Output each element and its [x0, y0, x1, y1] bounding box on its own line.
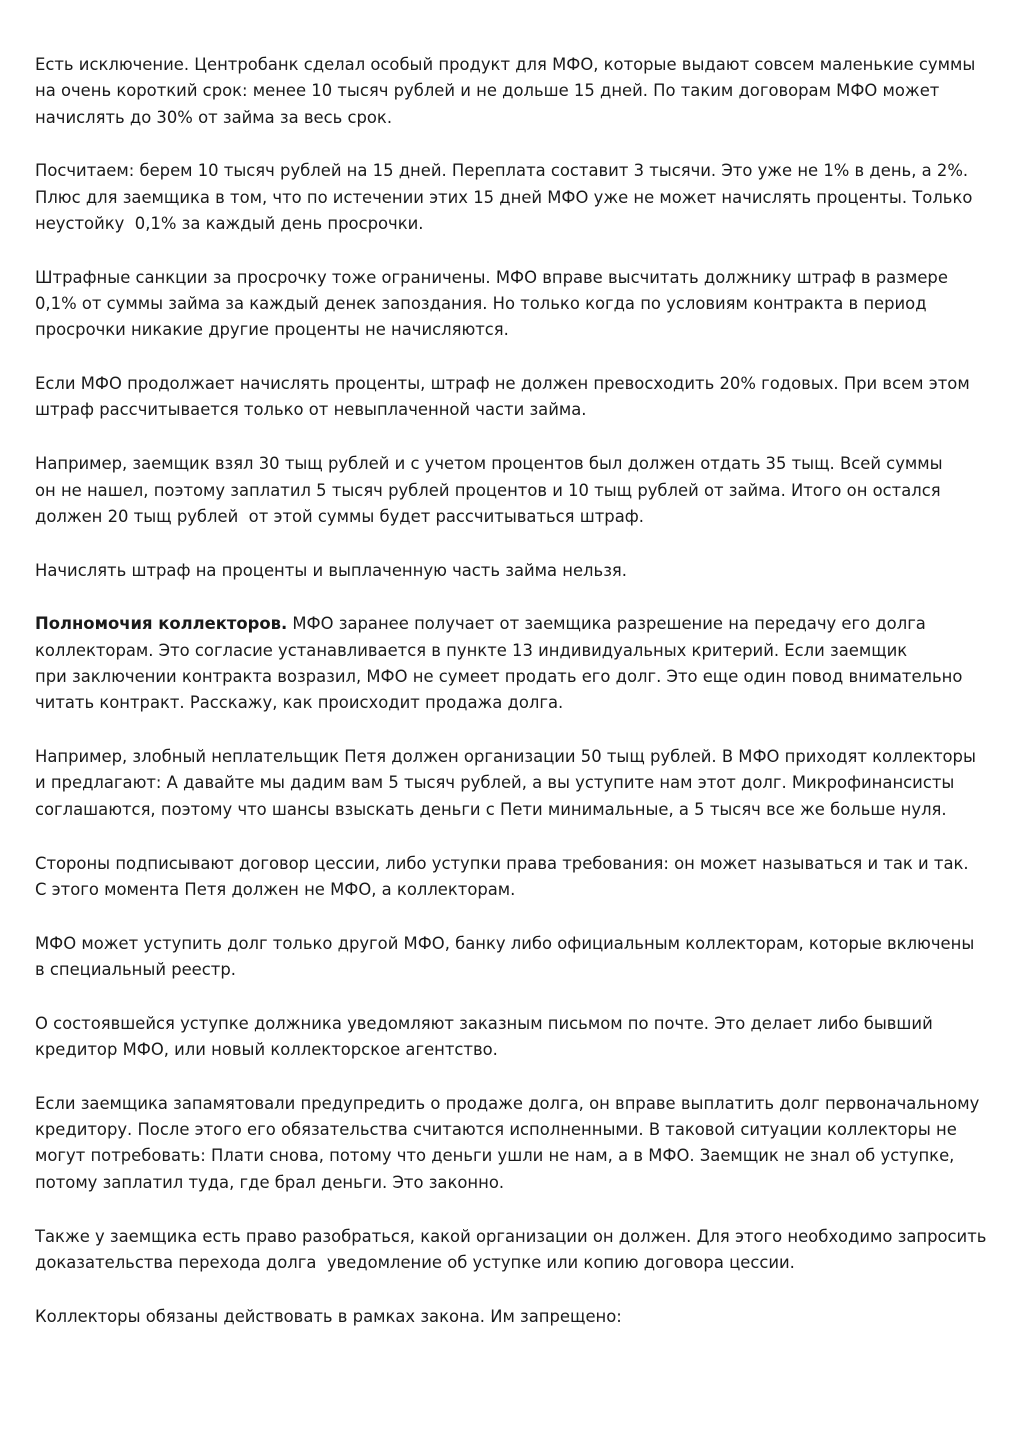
text-line: Коллекторы обязаны действовать в рамках закона. Им запрещено:	[35, 1306, 622, 1326]
paragraph-calculation-example	[35, 158, 995, 237]
paragraph-collector-prohibitions	[35, 1304, 995, 1330]
text-line: он не нашел, поэтому заплатил 5 тысяч рублей процентов и 10 тыщ рублей от займа. Итого он остался	[35, 480, 941, 500]
text-line: в специальный реестр.	[35, 959, 236, 979]
text-line: и предлагают: А давайте мы дадим вам 5 тысяч рублей, а вы уступите нам этот долг. Микрофинансисты	[35, 773, 955, 793]
text-line: Например, заемщик взял 30 тыщ рублей и с учетом процентов был должен отдать 35 тыщ. Всей суммы	[35, 454, 943, 474]
text-line: Если МФО продолжает начислять проценты, штраф не должен превосходить 20% годовых. При всем этом	[35, 374, 970, 394]
text-line-tail: МФО заранее получает от заемщика разрешение на передачу его долга	[287, 614, 926, 634]
paragraph-cession-contract	[35, 851, 995, 904]
text-line: МФО может уступить долг только другой МФО, банку либо официальным коллекторам, которые включены	[35, 933, 975, 953]
text-line: при заключении контракта возразил, МФО не сумеет продать его долг. Это еще один повод внимательно	[35, 667, 963, 687]
paragraph-penalty-annual-cap	[35, 371, 995, 424]
text-line: Штрафные санкции за просрочку тоже ограничены. МФО вправе высчитать должнику штраф в размере	[35, 267, 948, 287]
text-line: Плюс для заемщика в том, что по истечении этих 15 дней МФО уже не может начислять проценты. Только	[35, 187, 973, 207]
text-line: просрочки никакие другие проценты не начисляются.	[35, 320, 509, 340]
text-line: Есть исключение. Центробанк сделал особый продукт для МФО, которые выдают совсем маленькие суммы	[35, 55, 976, 74]
section-lead-heading: Полномочия коллекторов.	[35, 614, 288, 634]
text-line: кредитору. После этого его обязательства считаются исполненными. В таковой ситуации коллекторы не	[35, 1120, 957, 1140]
text-line: Например, злобный неплательщик Петя должен организации 50 тыщ рублей. В МФО приходят коллекторы	[35, 747, 976, 767]
paragraph-small-loans-exception	[35, 52, 995, 131]
text-line: на очень короткий срок: менее 10 тысяч рублей и не дольше 15 дней. По таким договорам МФО может	[35, 81, 940, 101]
text-line: Посчитаем: берем 10 тысяч рублей на 15 дней. Переплата составит 3 тысячи. Это уже не 1% в день, а 2%.	[35, 161, 969, 181]
text-line: штраф рассчитывается только от невыплаченной части займа.	[35, 400, 587, 420]
text-line: неустойку 0,1% за каждый день просрочки.	[35, 213, 424, 233]
text-line: читать контракт. Расскажу, как происходит продажа долга.	[35, 693, 564, 713]
text-line: Начислять штраф на проценты и выплаченную часть займа нельзя.	[35, 560, 627, 580]
paragraph-borrower-rights	[35, 1224, 995, 1277]
text-line: потому заплатил туда, где брал деньги. Это законно.	[35, 1172, 505, 1192]
text-line: начислять до 30% от займа за весь срок.	[35, 107, 393, 127]
text-line: должен 20 тыщ рублей от этой суммы будет рассчитываться штраф.	[35, 506, 644, 526]
text-line: Стороны подписывают договор цессии, либо уступки права требования: он может называться и так и так.	[35, 853, 969, 873]
paragraph-collector-powers	[35, 611, 995, 716]
text-line: доказательства перехода долга уведомление об уступке или копию договора цессии.	[35, 1252, 795, 1272]
text-line: С этого момента Петя должен не МФО, а коллекторам.	[35, 879, 516, 899]
paragraph-assignment-parties	[35, 931, 995, 984]
text-line: могут потребовать: Плати снова, потому что деньги ушли не нам, а в МФО. Заемщик не знал об уступке,	[35, 1146, 955, 1166]
text-line	[35, 611, 995, 637]
text-line: кредитор МФО, или новый коллекторское агентство.	[35, 1040, 498, 1060]
text-line: 0,1% от суммы займа за каждый денек запоздания. Но только когда по условиям контракта в период	[35, 294, 927, 314]
text-line: О состоявшейся уступке должника уведомляют заказным письмом по почте. Это делает либо бывший	[35, 1013, 933, 1033]
document-page	[35, 52, 995, 1357]
text-line: Если заемщика запамятовали предупредить о продаже долга, он вправе выплатить долг первоначальному	[35, 1093, 980, 1113]
paragraph-penalty-limits	[35, 265, 995, 344]
text-line: коллекторам. Это согласие устанавливается в пункте 13 индивидуальных критерий. Если заемщик	[35, 640, 908, 660]
paragraph-debt-sale-example	[35, 744, 995, 823]
paragraph-notification	[35, 1011, 995, 1064]
text-line: Также у заемщика есть право разобраться, какой организации он должен. Для этого необходимо запросить	[35, 1226, 987, 1246]
paragraph-penalty-restriction	[35, 558, 995, 584]
text-line: соглашаются, поэтому что шансы взыскать деньги с Пети минимальные, а 5 тысяч все же больше нуля.	[35, 799, 947, 819]
paragraph-penalty-example	[35, 451, 995, 530]
paragraph-original-creditor-payment	[35, 1091, 995, 1196]
